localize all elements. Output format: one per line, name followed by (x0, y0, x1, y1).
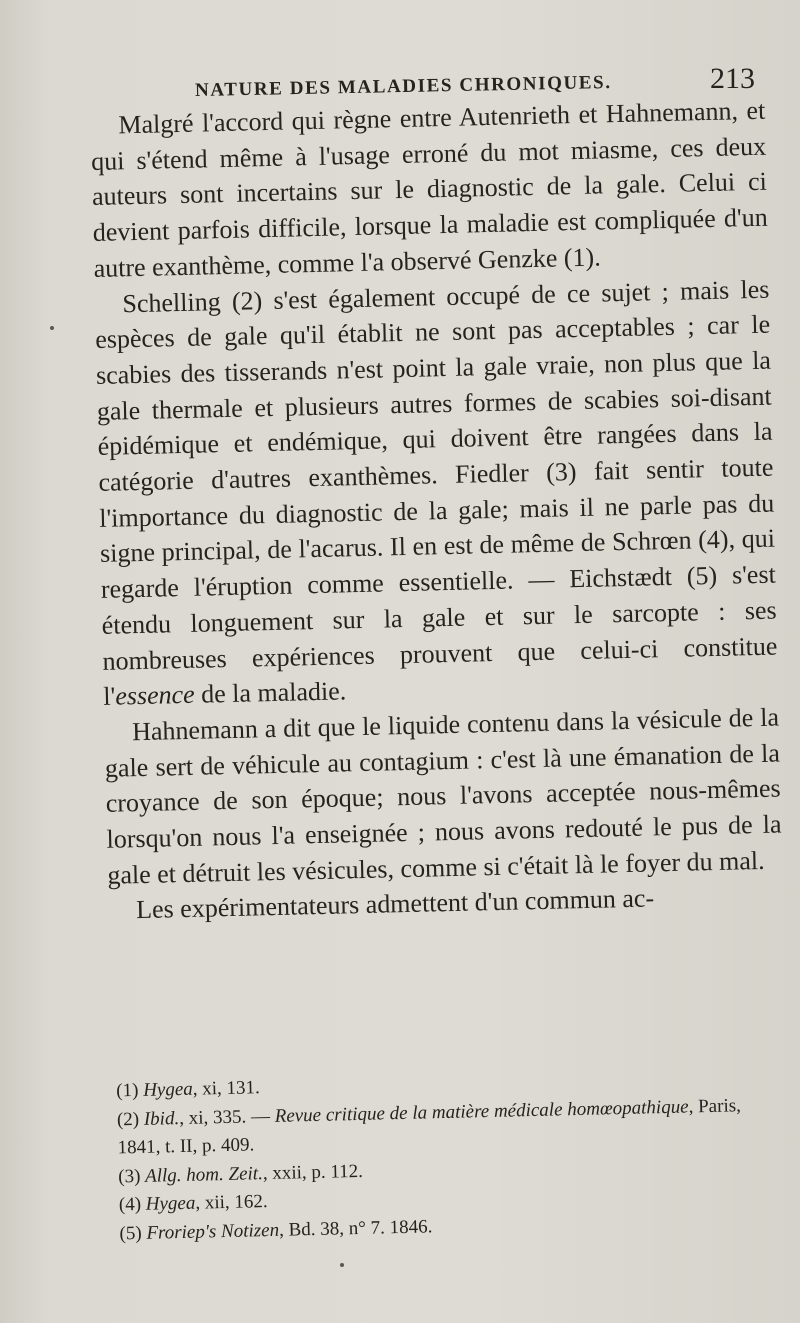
text-run: Schelling (2) s'est également occupé de ce sujet ; mais les espèces de gale qu'il établit ne sont pas acceptables ; car le scabies des tisserands n'est point la gale vraie, non plus que la gale thermale et plusieurs autres formes de scabies soi-disant épidémique et endémique, qui doivent être rangées dans la catégorie d'autres exanthèmes. Fiedler (3) fait sentir toute l'importance du diagnostic de la gale; mais il ne parle pas du signe principal, de l'acarus. Il en est de même de Schrœn (4), qui regarde l'éruption comme essentielle. — Eichstædt (5) s'est étendu longuement sur la gale et sur le sarcopte : ses nombreuses expériences prouvent que celui-ci constitue l' (94, 274, 778, 712)
italic-text: Hygea (145, 1192, 196, 1215)
italic-text: Froriep's Notizen (146, 1219, 280, 1244)
paragraph (94, 271, 779, 715)
footnotes (92, 1063, 776, 1249)
text-run: , Bd. 38, n° 7. 1846. (278, 1215, 433, 1241)
text-run: (5) (119, 1222, 147, 1244)
text-run: de la maladie. (194, 676, 347, 710)
italic-text: Ibid. (143, 1107, 180, 1130)
italic-text: Revue critique de la matière médicale homœopathique (274, 1095, 689, 1127)
paragraph (104, 699, 783, 893)
ink-speck (340, 1263, 344, 1267)
text-run: Hahnemann a dit que le liquide contenu dans la vésicule de la gale sert de véhicule au contagium : c'est là une émanation de la croyance de son époque; nous l'avons acceptée nous-mêmes lorsqu'on nous l'a enseignée ; nous avons redouté le pus de la gale et détruit les vésicules, comme si c'était là le foyer du mal. (104, 702, 782, 890)
ink-speck (50, 326, 54, 330)
text-run: Malgré l'accord qui règne entre Autenrieth et Hahnemann, et qui s'étend même à l'usage erroné du mot miasme, ces deux auteurs sont incertains sur le diagnostic de la gale. Celui ci devient parfois difficile, lorsque la maladie est compliquée d'un autre exanthème, comme l'a observé Genzke (1). (90, 95, 768, 283)
text-run: , xxii, p. 112. (262, 1160, 364, 1184)
page-number: 213 (710, 62, 755, 95)
italic-text: Hygea (142, 1078, 194, 1101)
italic-text: essence (114, 680, 195, 711)
italic-text: Allg. hom. Zeit. (144, 1162, 264, 1187)
paragraph (90, 93, 769, 287)
text-run: , Paris, 1841, t. II, p. 409. (117, 1094, 742, 1159)
text-run: (2) (116, 1108, 145, 1130)
text-run: , xi, 335. — (178, 1105, 275, 1129)
text-run: (1) (116, 1079, 144, 1102)
text-run: , xii, 162. (195, 1191, 268, 1214)
running-title: NATURE DES MALADIES CHRONIQUES. (194, 72, 612, 101)
body-text (90, 93, 783, 929)
text-run: (3) (118, 1165, 146, 1187)
text-run: , xi, 131. (192, 1077, 261, 1100)
text-run: Les expérimentateurs admettent d'un commun ac- (135, 883, 655, 925)
text-run: (4) (118, 1193, 147, 1216)
